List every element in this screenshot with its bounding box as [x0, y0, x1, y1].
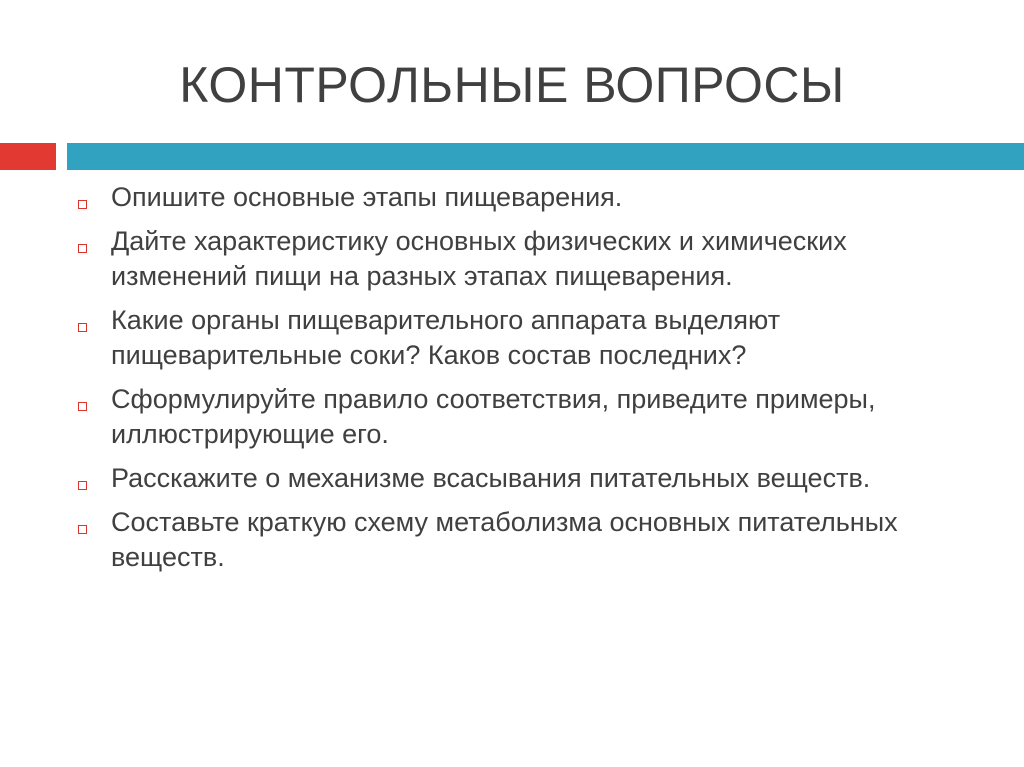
bullet-text: Какие органы пищеварительного аппарата выделяют пищеварительные соки? Каков состав последних? [111, 305, 781, 370]
hollow-square-bullet-icon [78, 402, 87, 411]
bullet-item [78, 461, 958, 496]
accent-bar-blue [67, 143, 1024, 170]
hollow-square-bullet-icon [78, 200, 87, 209]
bullet-text: Дайте характеристику основных физических и химических изменений пищи на разных этапах пищеварения. [111, 226, 847, 291]
hollow-square-bullet-icon [78, 525, 87, 534]
bullet-list [78, 180, 958, 584]
bullet-item [78, 505, 958, 575]
slide-title: КОНТРОЛЬНЫЕ ВОПРОСЫ [179, 57, 845, 113]
hollow-square-bullet-icon [78, 244, 87, 253]
bullet-text: Сформулируйте правило соответствия, приведите примеры, иллюстрирующие его. [111, 384, 876, 449]
accent-bar-red [0, 143, 56, 170]
bullet-item [78, 224, 958, 294]
bullet-text: Составьте краткую схему метаболизма основных питательных веществ. [111, 507, 898, 572]
hollow-square-bullet-icon [78, 481, 87, 490]
bullet-item [78, 180, 958, 215]
bullet-item [78, 303, 958, 373]
hollow-square-bullet-icon [78, 323, 87, 332]
bullet-text: Опишите основные этапы пищеварения. [111, 182, 623, 212]
bullet-item [78, 382, 958, 452]
bullet-text: Расскажите о механизме всасывания питательных веществ. [111, 463, 871, 493]
